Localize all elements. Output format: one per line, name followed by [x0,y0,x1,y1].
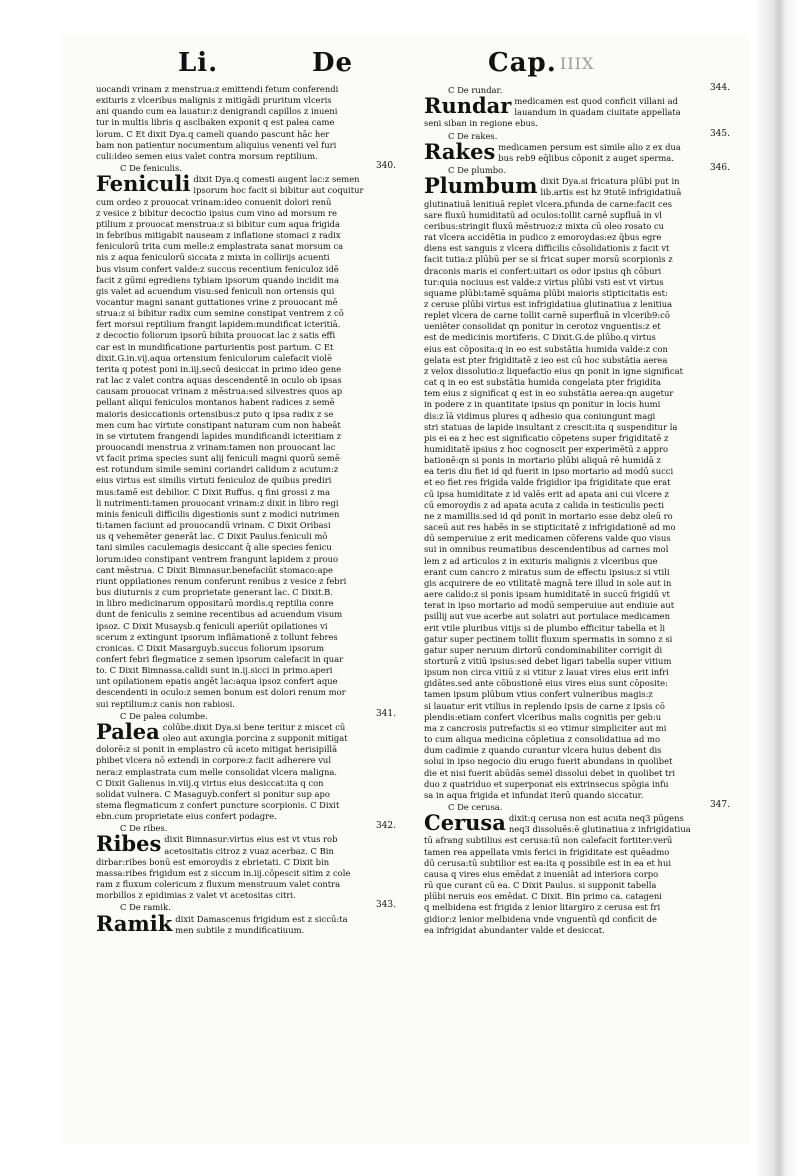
entry-subheading [424,85,730,96]
entry-subheading [424,802,730,813]
text-line: dirbar:ribes bonū est emoroydis z ebrietati. C Dixit bin [96,856,330,867]
text-line: causam prouocat vrinam z mēstrua:sed silvestres quos ap [96,386,343,397]
text-line: squame plūbi:tamē squāma plūbi maioris stipticitatis est: [424,287,668,298]
entry-headword: Plumbum [424,173,538,199]
text-line: minis feniculi difficilis digestionis sunt z modici nutrimen [96,508,340,519]
text-line: riunt oppilationes renum conferunt renibus z vesice z febri [96,575,347,586]
entry-subheading-text: C De ramik. [120,902,171,913]
entry [96,708,396,823]
entry-number: 343. [375,900,396,911]
text-line: eius est cōposita:q in eo est substātia humida valde:z con [424,343,668,354]
entry-number: 347. [709,800,730,810]
text-line: stema flegmaticum z confert puncture scorpionis. C Dixit [96,800,340,810]
entry-number: 340. [375,161,396,172]
running-head-right-extra: IIIX [560,54,595,73]
left-entries [96,163,396,936]
text-line: massa:ribes frigidum est z siccum in.iij.cōpescit sitim z cole [96,867,351,878]
text-line: gidātes.sed ante cōbustionē eius vires eius sunt cōposite: [424,678,668,689]
text-line: pis ei ea z hec est significatio cōpetens super frigiditatē z [424,432,669,443]
text-line: us q vehemēter generāt lac. C Dixit Paulus.feniculi mō [96,531,328,542]
text-line: strua:z si bibitur radix cum semine constipat ventrem z cō [96,308,344,319]
text-line: gis valet ad acuendum visu:sed feniculi non ortensis qui [96,285,335,296]
text-line: phibet vlcera nō extendi in corpore:z facit adherere vul [96,755,331,766]
text-line: plendis:etiam confert vlceribus malis cognitis per geb:u [424,711,662,722]
text-line: dum cadimie z quando curantur vlcera huius debent dis [424,745,662,756]
entry-subheading-text: C De plumbo. [448,165,506,176]
text-line: rat vlcera accidētia in pudico z emoroydas:ez q̄bus egre [424,232,662,243]
entry-subheading-text: C De feniculis. [120,163,182,174]
entry-subheading-text: C De cerusa. [448,802,503,812]
text-line: unt opilationem epatis angēt lac:aqua ipsoz confert aque [96,676,338,687]
text-line: ipsoz. C Dixit Musaysb.q feniculi aperiūt opilationes vi [96,620,328,631]
text-line: dolorē:z si ponit in emplastro cū aceto mitigat herisipillā [96,744,338,755]
text-line: gelata est pter frigiditatē z ieo est cū hoc substātia aerea [424,354,668,365]
text-line: plūbi neruis eos emēdat. C Dixit. Bin primo ca. catageni [424,891,662,902]
text-line: dis:z īā vidimus plures q adhesio qua coniungunt magi [424,410,656,421]
text-line: lem z ad articulos z in exituris malignis z vlceribus que [424,555,658,566]
entry-subheading-text: C De rundar. [448,85,503,95]
entry [96,823,396,901]
text-line: z ceruse plūbi virtus est infrigidatiua glutinatiua z lenitiua [424,298,673,309]
text-line: duo z quatriduo et superponat eis extrinsecus spōgia infu [424,778,669,789]
entry [424,802,730,936]
text-line: dunt de feniculis z semine recentibus ad acuendum visum [96,609,343,620]
text-line: psillij aut vue acerbe aut solatri aut portulace medicamen [424,611,671,622]
entry-subheading [96,823,396,834]
text-line: cronicas. C Dixit Masarguyb.succus foliorum ipsorum [96,642,325,653]
entry-number: 342. [375,821,396,832]
text-line: pellant aliqui feniculos montanos habent radices z semē [96,397,335,408]
entry [424,85,730,130]
text-line: bus diuturnis z cum proprietate generant lac. C Dixit.B. [96,587,333,598]
text-line: dū cerusa:tū subtilior est ea:ita q possibile est in ea et hui [424,857,672,868]
text-line: vt facit prima species sunt alij feniculi magni quorū semē [96,453,340,464]
entry-headword: Feniculi [96,171,191,197]
text-line: descendenti in oculo:z semen bonum est dolori renum mor [96,687,346,698]
right-column [424,84,730,937]
text-line: ebn.cum proprietate eius confert podagre. [96,811,277,822]
text-line: sare fluxū humiditatū ad oculos:tollit carnē supfluā in vl [424,209,662,220]
entry-headword: Ribes [96,831,162,857]
entry [424,165,730,801]
text-line: confert febri flegmatice z semen ipsorum calefacit in quar [96,653,344,664]
text-line: in libro medicinarum oppositarū mordis.q reptilia conre [96,598,334,609]
text-line: tamen rea appellata vmis ferici in frigiditate est quēadmo [424,846,670,857]
entry [96,163,396,710]
text-line: dixit Dya.q comesti augent lac:z semen [193,174,360,185]
text-line: lorum:ideo constipant ventrem frangunt lapidem z prouo [96,553,339,564]
entry-subheading-text: C De ribes. [120,823,168,834]
text-line: car est in mundificatione parturientis post partum. C Et [96,341,334,352]
text-line: medicamen persum est simile alio z ex dua [498,141,681,152]
text-line: et eo fiet res frigida valde frigidior ipa frigiditate que erat [424,477,671,488]
text-line: men subtile z mundificatiuum. [175,924,305,935]
text-line: die et nisi fuerit abūdās semel dissolui debet in quolibet tri [424,767,676,778]
text-line: dū semperuiue z erit medicamen cōferens valde quo visus [424,533,671,544]
text-line: terat in ipso mortario ad modū semperuiue aut endiuie aut [424,600,675,611]
text-line: to cum aliqua medicina cōpletiua z consolidatiua ad mo [424,734,661,745]
entry-subheading [96,708,396,722]
text-line: causa q vires eius emēdat z inueniāt ad interiora corpo [424,868,659,879]
text-line: dixit Bimnasur:virtus eius est vt vtus rob [164,834,338,845]
text-line: gidior:z lenior melbidena vnde vnguentū qd conficit de [424,913,657,924]
text-line: si lauatur erit vtilius in replendo ipsis de carne z ipsis cō [424,700,665,711]
text-line: dixit.G.in.vij.aqua ortensium feniculorum calefacit violē [96,352,332,363]
text-line: sui in omnibus reumatibus descendentibus ad carnes mol [424,544,669,555]
text-line: prouocandi menstrua z vrinam:tamen non prouocant lac [96,442,336,452]
text-line: men cum hac virtute constipant naturam cum non habeāt [96,419,341,430]
text-line: feniculorū trita cum melle:z emplastrata sanat morsum ca [96,241,344,252]
text-line: ne z mamillis.sed id qd ponit in mortario esse debz oleū ro [424,510,673,521]
text-line: neq3 dissoluēs:ē glutinatiua z infrigidatiua [508,824,691,835]
entry-number: 346. [709,163,730,174]
text-line: dixit:q cerusa non est acuta neq3 pūgens [508,813,684,824]
text-line: aere calido:z si ponis ipsam humiditatē in succū frigidū vt [424,589,670,600]
text-line: ani quando cum ea lauatur:z denigrandi capillos z inueni [96,106,338,117]
text-line: lorum. C Et dixit Dya.q cameli quando pascunt hāc her [96,128,330,139]
text-line: z decoctio foliorum ipsorū bibita prouocat lac z satis effi [96,330,336,341]
text-line: ceribus:stringit fluxū mēstruoz:z mixta cū oleo rosato cu [424,220,665,231]
text-line: morbillos z epidimias z valet vt acetositas citri. [96,890,296,901]
entry-number: 344. [709,83,730,93]
text-line: saceū aut res habēs in se stipticitatē z infrigidationē ad mo [424,522,676,533]
text-line: nera:z emplastrata cum melle consolidat vlcera maligna. [96,766,338,777]
text-line: ram z fluxum colericum z fluxum menstruum valet contra [96,879,341,890]
left-column [96,84,396,937]
text-line: colūbe.dixit Dya.si bene teritur z miscet cū [162,721,346,732]
text-line: ea teris diu fiet id qd fuerit in ipso mortario ad modū succi [424,466,674,477]
text-line: glutinatiuā lenitiuā replet vlcera.pfunda de carne:facit ces [424,198,672,209]
entry-subheading [96,902,396,913]
text-line: cat q in eo est substātia humida congelata pter frigidita [424,377,661,388]
text-line: solidat vulnera. C Masaguyb.confert si ponitur sup apo [96,788,330,799]
text-line: in podere z in quantitate ipsius qn ponitur in locis humi [424,399,661,410]
text-line: scerum z extingunt ipsorum inflāmationē z tollunt febres [96,631,338,642]
text-line: ti:tamen faciunt ad prouocandū vrinam. C Dixit Oribasi [96,520,331,531]
text-line: cant mēstrua. C Dixit Bimnasur.benefaciūt stomaco:ape [96,564,333,575]
text-line: dixit Dya.si fricatura plūbi put in [540,176,680,187]
text-line: eius virtus est similis virtuti feniculoz de quibus prediri [96,475,332,486]
text-line: draconis maris ei confert:uitari os odor ipsius qh cōburi [424,265,662,276]
entry-number: 345. [709,128,730,139]
text-line: ea infrigidat abundanter valde et desiccat. [424,924,605,935]
running-head-right: Cap. [488,48,557,78]
entry-headword: Rundar [424,93,512,119]
text-line: seni siban in regione ebus. [424,118,538,129]
text-line: gatur super pectinem tollit fluxum spermatis in somno z si [424,633,673,644]
text-line: stri statuas de lapide insultant z crescit:ita q suspenditur la [424,421,678,432]
text-line: lib.artis est hz 9tutē infrigidatiuā [540,187,682,198]
text-line: ma z cancrosis putrefactis si eo vtimur simpliciter aut mi [424,722,667,733]
text-line: fert morsui reptilium frangit lapidem:mundificat icteritiā. [96,319,341,330]
text-line: C Dixit Galienus in.viij.q virtus eius desiccat:ita q con [96,777,324,788]
text-line: humiditatē ipsius z hoc cognoscit per experimētū z appro [424,444,669,454]
text-line: facit tutia:z plūbū per se si fricat super morsū scorpionis z [424,254,673,265]
text-line: ipsum non circa vitiū z si vtitur z lauat vires eius erit infri [424,667,669,678]
entry [96,902,396,935]
text-line: diens est sanguis z vlcera difficilis cōsolidationis z facit vt [424,243,670,254]
text-line: sa in aqua frigida et infundat iterū quando siccatur. [424,789,644,800]
text-line: exituris z vlceribus malignis z mitigādi pruritum vlceris [96,95,332,106]
text-line: gis acquirere de eo vtilitatē magnā tere illud in sole aut in [424,577,672,588]
text-line: tem eius z significat q est in eo substātia aerea:qn augetur [424,388,674,399]
entry-subheading-text: C De palea columbe. [120,710,208,721]
text-line: mus:tamē est debilior. C Dixit Ruffus. q fini grossi z ma [96,486,331,497]
text-line: tur:quia nociuus est valde:z virtus plūbi vsti est vt virtus [424,276,664,287]
text-line: bam non patientur nocumentum aliquius venenti vel furi [96,139,337,150]
entry-subheading [96,163,396,174]
entry-number: 341. [375,708,396,719]
text-line: vocantur magni sanant guttationes vrine z prouocant mē [96,296,338,307]
text-line: cū emoroydis z ad apata acuta z calida in testiculis pecti [424,499,665,510]
running-head-left: Li. [178,48,219,78]
text-line: maioris desiccationis ortensibus:z puto q ipsa radix z se [96,408,334,419]
text-line: bus visum confert valde:z succus recentium feniculoz idē [96,263,339,274]
text-line: acetositatis citroz z vuaz acerbaz. C Bin [164,845,334,856]
scan-edge [754,0,800,1176]
entry-headword: Palea [96,718,160,744]
text-line: li nutrimenti:tamen prouocant vrinam:z dixit in libro regi [96,497,339,508]
text-line: replet vlcera de carne tollit carnē superfluā in vlcerib9:cō [424,310,670,321]
text-line: solui in ipso negocio diu erugo fuerit abundans in quolibet [424,756,673,767]
text-line: uocandi vrinam z menstrua:z emittendi fetum conferendi [96,84,339,94]
text-line: gatur super neruum dirtorū condominabiliter corrigit di [424,644,663,655]
text-line: z vesice z bibitur decoctio ipsius cum vino ad morsum re [96,207,337,218]
text-line: rat lac z valet contra aquas descendentē in oculo ob ipsas [96,375,342,386]
text-line: tani similes caculemagis desiccant q̄ alie species fenicu [96,542,332,553]
text-line: ueniēter consolidat qn ponitur in cerotoz vnguentis:z et [424,321,661,332]
text-line: cū ipsa humiditate z id valēs erit ad apata ani cui vlcere z [424,488,669,499]
text-line: erit vtile pluribus vitijs si de plumbo efficitur tabella et li [424,622,666,633]
entry-subheading [424,128,730,142]
entry-subheading-text: C De rakes. [448,130,498,141]
text-line: nis z aqua feniculorū siccata z mixta in collirijs acuenti [96,252,330,263]
text-line: bus reb9 eq̄libus cōponit z auget sperma. [498,152,674,163]
entry-headword: Cerusa [424,810,506,836]
text-line: cum ordeo z prouocat vrinam:ideo conuenit dolori renū [96,196,332,207]
text-line: culi:ideo semen eius valet contra morsum reptilium. [96,150,318,161]
text-line: facit z gūmi egrediens tybiam ipsorum quando incidit ma [96,274,339,285]
text-line: terita q potest poni in.iij.secū desiccat in primo ideo gene [96,363,342,374]
entry-headword: Ramik [96,910,173,936]
entry-headword: Rakes [424,138,496,164]
text-line: bationē:qn si ponis in mortario plūbi aliquā rē humidā z [424,455,661,466]
text-line: in febribus mitigabit nauseam z inflatione stomaci z radix [96,230,341,241]
text-line: erant cum cancro z miratus sum de effectu ipsius:z si vtili [424,566,670,577]
entry-subheading [424,165,730,176]
text-line: tamen ipsum plūbum vtius confert vulneribus magis:z [424,689,653,700]
text-line: sui reptilium:z canis non rabiosi. [96,698,235,709]
text-line: lauandum in quadam ciuitate appellata [514,107,681,118]
text-line: to. C Dixit Bimnassa.calidi sunt in.ij.sicci in primo.aperi [96,665,333,676]
entry [424,128,730,164]
text-line: z velox dissolutio:z liquefactio eius qn ponit in igne significat [424,365,683,376]
text-line: ptilium z prouocat menstrua:z si bibitur cum aqua frigida [96,218,341,229]
text-line: storturā z vitiū ipsius:sed debet ligari tabella super vitium [424,655,672,666]
text-line: rū que curant cū ea. C Dixit Paulus. si supponit tabella [424,880,657,891]
text-line: tur in multis libris q asclbaken exponit q est palea came [96,117,335,128]
text-line: q melbidena est frigida z lenior litargiro z cerusa est fri [424,902,661,913]
right-entries [424,85,730,936]
text-line: tū afrang subtilius est cerusa:tū non calefacit fortiter:verū [424,835,673,846]
left-opening-text [96,84,396,162]
text-line: medicamen est quod conficit villani ad [514,96,678,107]
text-line: dixit Damascenus frigidum est z siccū:ta [175,913,348,924]
text-line: ipsorum hoc facit si bibitur aut coquitur [193,185,364,196]
text-line: oleo aut axungia porcina z supponit mitigat [162,733,348,744]
text-line: est rotundum simile semini coriandri calidum z acutum:z [96,464,339,475]
text-line: in se virtutem frangendi lapides mundificandi icteritiam z [96,430,342,441]
text-line: est de medicinis mortiferis. C Dixit.G.de plūbo.q virtus [424,332,656,343]
running-head-mid: De [312,48,354,78]
